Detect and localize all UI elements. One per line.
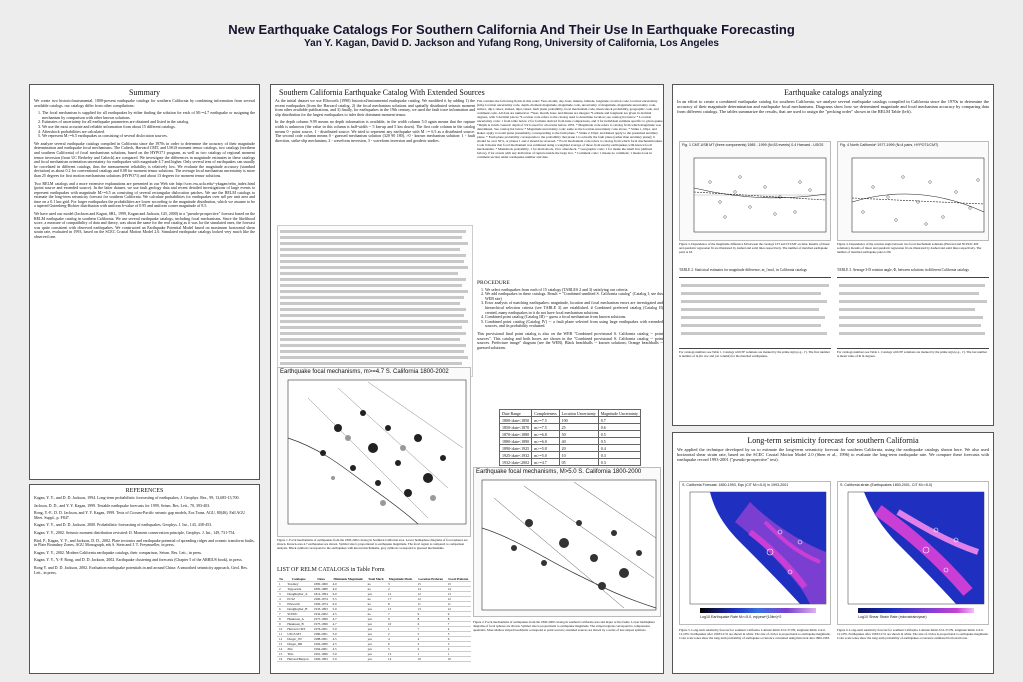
table-cell: 6 (386, 642, 416, 647)
table-cell: 6.0 (331, 602, 366, 607)
table-cell: 9 (386, 617, 416, 622)
table-cell: 3 (277, 592, 285, 597)
table-cell: 0.4 (598, 445, 640, 452)
table-cell: 50 (559, 431, 598, 438)
reference-item: Kagan, Y. Y., and D. D. Jackson, 1994. Long-term probabilistic forecasting of earthquakes, J. Geophys. Res., 99, 13,685-13,700. (34, 495, 240, 500)
table-row (500, 438, 641, 445)
table-cell: 11 (446, 602, 471, 607)
map6-title: S. California strain (Earthquakes 1800-2001, CIT M>=5.0) (840, 483, 933, 487)
table-cell: Harvard CMT (285, 627, 312, 632)
table-cell: yes (366, 632, 386, 637)
catalog-list-table (277, 577, 471, 662)
summary-paragraph: We have used our model (Jackson and Kagan, SRL, 1999, Kagan and Jackson, GJI, 2000) in a "pseudo-prospective" forecast based on the RELM earthquake catalog in southern California. We use several earthquake catalogs, including focal mechanisms. Since the likelihood score, a measure of compatibility of data and theory, was about the same for the real catalog as it was for the simulated ones, the forecast was quite consistent with observed earthquakes. We constructed an Earthquake Potential Model based on maximum horizontal shear strain rate, evaluated in 1993, based on the SCEC Crustal Motion Model 2.0. Simulated earthquake catalogs looked very much like the observed one. (34, 211, 255, 240)
map5-colorbar (700, 608, 816, 613)
catalog-fields: File contains the following fields in this order: Year, month, day, hour, minute, latitude, longitude, location code, location uncertainty (km), location uncertainty code, depth, moment magnitude, magnitude code, uncertainty of magnitude, magnitude uncertainty code, strike1, dip1, rake1, strike2, dip2, rake2, fault plane probability, focal mechanism code, mean shock probability, geographic code, and comment code. All data are numerical. *Year, month, hour, and minute are integers *Latitude and longitude are given in decimal degrees, with 3 decimal places *Location code refers to the catalog used to determine location; see catalog list below * Location uncertainty code: 1 from table below 2 for formula derived from inter-comparisons, and 3 for individual estimate specific to given quake *Depth is in km. Generic depth of 5.9 is used for all events before 1933. * Magnitude code refers to catalog from which magnitude was determined. See catalog list below * Magnitude uncertainty code: same as the location-uncertainty code above. * Strike 1, Dip1, and Rake1 apply to nodal plane presumably corresponding to the fault plane. * Strike 2, Dip2, and Rake2 apply to the presumed auxiliary plane. * Fault plane probability corresponds to the probability that plane 1 is actually the fault plane (rather than auxiliary plane); it should be over 50%, or planes 1 and 2 should be reversed. * Focal mechanism code refers to catalog from which focal mechanism taken. Code 0 means that focal mechanism was estimated using a weighted average of those from nearby earthquakes with known focal mechanisms. * Mainshock probability. 1 for main shock, 0 for aftershock. * Geographic code: 1 for inside the small box (defined below), 0 for events with any indication of rupture inside the large box. * Comment code: 1 means no comment; 1 means look in comment section under earthquake number and date. (477, 99, 663, 159)
table-cell: 1932-2002 (312, 612, 331, 617)
map5-title: S. California Forecast: 1850-1993, Eqs (CIT M>=5.0) in 1993-2001 (682, 483, 789, 487)
forecast-text: We applied the technique developed by us to estimate the long-term seismicity forecast for southern California, using the earthquake catalogs shown here. We also used horizontal shear strain rate, based on the SCEC Crustal Motion Model 2.0 (Shen et al., 1996) to evaluate the long-term earthquake rate. We compare these forecasts with earthquake record 1993-2001 ("pseudo-prospective" test). (677, 447, 989, 462)
table-cell: 6 (446, 637, 471, 642)
table-cell: 16 (277, 657, 285, 662)
table-cell: 4 (277, 597, 285, 602)
table-cell: 8 (386, 602, 416, 607)
table-cell: 12 (416, 597, 446, 602)
catalog-panel (270, 84, 664, 674)
table-cell: 1 (446, 652, 471, 657)
table-cell: 4.5 (331, 612, 366, 617)
table-cell: 4 (386, 637, 416, 642)
fig4-title: Fig. 4 North California* 1977-1999 (N=4 pairs, HYPO71/CMT) (840, 143, 939, 147)
table-cell: 5.0 (331, 657, 366, 662)
table-cell: 12 (416, 592, 446, 597)
table-cell: 6.0 (331, 592, 366, 597)
table-cell: 2 (386, 587, 416, 592)
table-cell: 11 (277, 632, 285, 637)
table-cell: m>=5.0 (532, 452, 559, 459)
table-cell: 14 (446, 587, 471, 592)
table-cell: 2 (386, 632, 416, 637)
table-cell: yes (366, 652, 386, 657)
catalog-paragraph: As the initial dataset we use Ellsworth (1990) historical/instrumental earthquake catalog. We modified it by adding 1) the recent earthquakes (from the Harvard catalog, 2) the focal mechanism solutions and spatially distributed seismic moment from other available publications, and 3) finally, for earthquakes in the 19th century, we used the fault trace information and slip distribution for the largest earthquakes to infer their dominant moment tensor. (275, 98, 475, 117)
table-cell: 3 (386, 582, 416, 587)
table-cell: 5.5 (331, 597, 366, 602)
table-cell: 20 (559, 445, 598, 452)
table-header: No (277, 577, 285, 582)
table-cell: 4.7 (331, 622, 366, 627)
summary-heading: Summary (128, 88, 161, 97)
reference-item: Jackson, D. D., and Y. Y. Kagan, 1999. Testable earthquake forecasts for 1999, Seism. Res. Lett., 70, 393-403. (34, 502, 211, 508)
fig4-graphic (838, 142, 989, 241)
table-header: Dates (312, 577, 331, 582)
table-cell: 1932<date<2002 (500, 459, 532, 466)
table-cell: 10 (446, 657, 471, 662)
table-cell: 0.3 (598, 459, 640, 466)
table-cell: 1933-1993 (312, 607, 331, 612)
table-cell: yes (366, 647, 386, 652)
table-cell: Ellsworth (285, 602, 312, 607)
table-cell: 3 (446, 642, 471, 647)
table-cell: 0.3 (598, 452, 640, 459)
table-row (500, 417, 641, 424)
map1-title: Earthquake focal mechanisms, m>=4.7 S. California 1800-2002 (280, 369, 449, 375)
table-cell: 11 (416, 602, 446, 607)
table-cell: 15 (416, 582, 446, 587)
table-cell: USGS MT (285, 632, 312, 637)
catalog-listing-image (277, 225, 473, 377)
table-cell: 10 (277, 627, 285, 632)
procedure-step: 3. Error analysis of matching earthquakes: magnitude, location and focal mechanism errors are investigated and hierarchical selection criteria (see TABLE 3) are established. # Combined preferred catalog (Catalog II) created, many earthquakes in it do not have focal mechanism solutions. (485, 301, 663, 315)
table-cell: Toppozada (285, 587, 312, 592)
table-cell: 7 (386, 612, 416, 617)
table-cell: yes (366, 642, 386, 647)
table2-title: TABLE 2. Statistical estimates for magnitude difference, m_{mu}, in California catalogs (679, 268, 807, 272)
table-cell: 8 (416, 617, 446, 622)
table-cell: yes (366, 622, 386, 627)
table-cell: 1800-1900 (312, 582, 331, 587)
table-cell: 13 (277, 642, 285, 647)
map6-colorbar (858, 608, 974, 613)
fig3-caption: Figure 3. Dependence of the magnitude difference M between the catalogs CIT and CIT-MT on time. Results of linear and quadratic regression fit are illustrated by dashed and solid lines respectively. The number of matched earthquake pairs is 63. (679, 242, 830, 254)
table-cell: m>=4.7 (532, 459, 559, 466)
map5-scale-label: Log10 Earthquake Rate M>=5.0, eq/year*(10km)^2 (700, 615, 782, 619)
table-cell: 0.5 (598, 438, 640, 445)
references-panel (29, 484, 260, 674)
table-cell: 4.7 (331, 617, 366, 622)
table-cell: no (366, 582, 386, 587)
table-cell: 9 (446, 612, 471, 617)
table-cell: 13 (416, 607, 446, 612)
table-cell: 4 (416, 637, 446, 642)
map6-caption: Figure 6. Long-term seismicity forecast for southern California. Latitude limits 32.0-37.0N, longitude limits 114.0-121.0W. Earthquakes after 1993/12/31 are shown in white. The size of circles is proportional to earthquake magnitude. Color scale tones show the long-term probability of earthquakes occurrence estimated from strain rate. (837, 628, 989, 640)
table-cell: 10 (559, 452, 598, 459)
table-cell: 1 (386, 627, 416, 632)
table-cell: 1880<date<1890 (500, 438, 532, 445)
table-header: Magnitude Mech. (386, 577, 416, 582)
table2-caption: For catalogs numbers see Table 1. Catalogs with EF solutions are marked by the prime sign (e.g., 1'). The first number is number of m (In row and j in column) for the matched earthquakes. (679, 350, 830, 358)
reference-item: Kagan, Y. Y., and D. D. Jackson, 2000. Probabilistic forecasting of earthquakes, Geophys. J. Int., 143, 438-453. (34, 522, 213, 528)
map2-graphic (474, 468, 661, 617)
table-cell: 4.5 (331, 637, 366, 642)
strain-map (837, 481, 989, 625)
reference-item: Kagan, Y. Y., 2002. Seismic moment distribution revisited: II. Moment conservation principle, Geophys. J. Int., 149, 731-754. (34, 529, 236, 535)
summary-item: 3. We use the most accurate and reliable information from about 15 different catalogs. (42, 125, 255, 130)
reference-item: Bird, P., Kagan, Y. Y., and Jackson, D. D., 2002. Plate tectonics and earthquake potential of spreading ridges and oceanic transform faults, in Plate Boundary Zones, AGU Monograph, eds S. Stein and J. T. Freymueller, in press. (34, 537, 255, 548)
magnitude-difference-plot (679, 141, 831, 241)
map5-caption: Figure 5. Long-term seismicity forecast for southern California. Latitude limits 32.0-37.0N, longitude limits 114.0-121.0W. Earthquakes after 1993/12/31 are shown in white. The size of circles is proportional to earthquake magnitude. Color scale tones show the long-term probability of earthquake occurrence calculated using historical data 1800-1993. (679, 628, 831, 640)
procedure-step: 5. Combined point catalog (Catalog IV) -- a fault plane selected from using large earthquakes with extended sources, and its probability evaluated. (485, 320, 663, 329)
table-cell: 0.6 (598, 424, 640, 431)
table-cell: 2 (277, 587, 285, 592)
rotation-angle-plot (837, 141, 989, 241)
table-cell: 1 (277, 582, 285, 587)
reference-item: Rong, Y.-F., D. D. Jackson, and Y. Y. Kagan, 1999. Tests of Circum-Pacific seismic gap models, Eos Trans. AGU, 80(46), Fall AGU Meet. Suppl., p. F847. (34, 510, 246, 520)
catalog-heading: Southern California Earthquake Catalog With Extended Sources (279, 88, 485, 97)
table-cell: yes (366, 637, 386, 642)
table-cell: DougReyher_A (285, 592, 312, 597)
analyzing-panel (672, 84, 994, 426)
table-cell: 1976-2001 (312, 627, 331, 632)
table-cell: 4.0 (331, 582, 366, 587)
reference-item: Rong Y. and D. D. Jackson, 2002. Evaluation earthquake potentials in and around China: A smoothed seismicity approach, Geol. Res. Lett., in press. (34, 564, 248, 575)
table-header: Completeness (532, 410, 559, 417)
table-cell: 1994-2001 (312, 647, 331, 652)
procedure-step: 1. We select earthquakes from each of 15 catalogs (TABLES 2 and 3) satisfying our criteria. (485, 288, 663, 293)
table-cell: m>=5.8 (532, 445, 559, 452)
summary-item: 1. The focal mechanism is supplied for all earthquakes by either finding the solution for each of M>=4.7 earthquake or assigning the mechanism by comparison with other known solutions. (42, 111, 255, 120)
table-row (500, 459, 641, 466)
table-cell: 3 (416, 642, 446, 647)
table-cell: Townley (285, 582, 312, 587)
table2-image (679, 277, 831, 349)
table-cell: 1 (416, 652, 446, 657)
summary-paragraph: We analyze several earthquake catalogs compiled in California since the 1970s in order to determine the accuracy of their magnitude determination and earthquake focal mechanisms. The Caltech, Harvard CMT, and USGS moment tensor catalogs, two catalogs (northern and southern California) of focal mechanisms solutions, based on the HYPO71 program, as well as two catalogs of regional moment tensor inversion (from UC Berkeley and Caltech) are compared. We investigate the differences in magnitude estimates in these catalogs and focal mechanism orientation uncertainty for earthquakes with magnitude 4.7 and higher. Only several tens of earthquakes can usually be correlated in different catalogs, thus the measurement reliability is relatively low. We evaluate the magnitude accuracy (standard deviation) as about 0.2 for conventional catalogs and 0.08 for moment tensor solutions. The average focal mechanism uncertainty is more than 25 degrees for first motion mechanisms solutions (HYPO71) and about 13 degrees for moment tensor solutions. (34, 140, 255, 178)
table-cell: 1925<date<1932 (500, 452, 532, 459)
table-cell: 10 (386, 622, 416, 627)
table-cell: 12 (446, 607, 471, 612)
map2-caption: Figure 2. Focal mechanisms of earthquakes from the 1800-2000 catalog in southern California area and major active faults. Lower hemisphere diagrams of focal spheres are shown. Symbol size is proportional to earthquake magnitude. The striped regions correspond to compression quadrants. Most shallow striped beachballs correspond to point sources; extended sources are shown by a series of less striped symbols. (473, 620, 655, 632)
focal-mechanism-map-2 (473, 467, 661, 617)
table-cell: 1992-2000 (312, 642, 331, 647)
table-header: Location Preferen (416, 577, 446, 582)
table-cell: yes (366, 592, 386, 597)
table-header: Focal Preferen (446, 577, 471, 582)
summary-item: 2. Estimates of uncertainty for all earthquake parameters are obtained and listed in the catalog. (42, 120, 255, 125)
reference-item: Kagan, Y. Y., Y.-F. Rong, and D. D. Jackson, 2002. Earthquake clustering and forecasts (Chapter 5 of the ARRIUS book), in press. (34, 557, 243, 563)
table-header-row (500, 410, 641, 417)
table-cell: yes (366, 617, 386, 622)
fig4-caption: Figure 4. Dependence of the rotation angle between two focal mechanism solutions (Harvard and NCEDC-MT solutions). Results of linear and quadratic regression fit are illustrated by dashed and solid lines respectively. The number of matched earthquake pairs is 89. (837, 242, 982, 254)
table-cell: 10 (416, 657, 446, 662)
table-cell: 2 (446, 647, 471, 652)
table-cell: 5.0 (331, 607, 366, 612)
forecast-map (679, 481, 831, 625)
table-cell: Hauksson_A (285, 617, 312, 622)
summary-list (34, 111, 255, 139)
summary-paragraph: Two RELM catalogs and a more extensive explanations are presented in our Web site http://scec.ess.ucla.edu/~ykagan/relm_index.html (point source and extended source). In the latter dataset, we use fault geology data and recent detailed investigations of large events to represent earthquakes with magnitude M>=6.5 as consisting of several rectangular dislocation patches. We use the RELM catalogs to estimate the long-term seismicity forecast for southern California. We calculate probabilities for earthquakes over m0 per unit area and time on a 0.1 km grid. For larger earthquakes the probabilities are lower according to the magnitude distribution, which we assume to be a tapered Gutenberg-Richter distribution with uniform b-value of 0.95 and uniform corner magnitude of 8.5. (34, 180, 255, 209)
map6-scale-label: Log10 Shear Strain Rate (microstrain/year) (858, 615, 927, 619)
table-cell: 1870<date<1880 (500, 431, 532, 438)
table-header: Total Mech (366, 577, 386, 582)
table-cell: 1850<date<1870 (500, 424, 532, 431)
table-cell: 05 (559, 459, 598, 466)
table-row (500, 445, 641, 452)
poster-title: New Earthquake Catalogs For Southern California And Their Use In Earthquake Forecasting (228, 22, 795, 37)
table-cell: no (366, 612, 386, 617)
analyzing-text: In an effort to create a combined earthquake catalog for southern California, we analyze several earthquake catalogs compiled in California since the 1970s to determine the accuracy of their magnitude determination and earthquake focal mechanisms. Diagrams show how we determined magnitude and focal mechanism accuracy by comparing data from different catalogs. The tables summarize the results, that are used to assign the "pecking order" shown in the RELM Table (left). (677, 99, 989, 114)
table-cell: SCEDC (285, 612, 312, 617)
table-cell: 6 (277, 607, 285, 612)
table-cell: 12 (446, 597, 471, 602)
table-cell: Thio (285, 652, 312, 657)
table-cell: 14 (416, 587, 446, 592)
table-row (500, 424, 641, 431)
table-cell: 4.0 (331, 587, 366, 592)
procedure-step: 2. We add earthquakes in these catalogs. Result = "Combined unedited S. California catalog" (Catalog I, see this WEB site) (485, 292, 663, 301)
table-row (500, 431, 641, 438)
table-cell: m>=7.5 (532, 424, 559, 431)
summary-text (30, 99, 259, 240)
fig3-title: Fig. 1 CMT-USB MT (three components) 1985 - 1999 (N=53 events) 0.4 Harvard - USGS (682, 143, 824, 147)
table-cell: DougReyher_B (285, 607, 312, 612)
table-header: Date Range (500, 410, 532, 417)
table-cell: 15 (446, 582, 471, 587)
table-cell: m>=6.8 (532, 431, 559, 438)
table-cell: no (366, 597, 386, 602)
table3-caption: For catalogs numbers see Table 1. Catalogs with EF solutions are marked by the prime sign (e.g., 1'). The last number is mean value of Φ in degrees. (837, 350, 988, 358)
table-cell: 4.5 (331, 642, 366, 647)
table-cell: ECSZ (285, 597, 312, 602)
table-row (277, 657, 471, 662)
table3-title: TABLE 3. Average 3-D rotation angle, Φ, between solutions in different California catalogs (837, 268, 969, 272)
table-cell: 1890<date<1925 (500, 445, 532, 452)
table-cell: 1800<date<1850 (500, 417, 532, 424)
table-cell: Hauksson_B (285, 622, 312, 627)
table-cell: Zhu (285, 647, 312, 652)
table-cell: 12 (386, 592, 416, 597)
table-cell: no (366, 602, 386, 607)
table-cell: 100 (559, 417, 598, 424)
table-cell: 25 (559, 424, 598, 431)
table-cell: 14 (386, 657, 416, 662)
table-cell: Harvard/Benyon (285, 657, 312, 662)
reference-item: Kagan, Y. Y., 2002. Modern California earthquake catalogs, their comparison, Seism. Res. Lett., in press. (34, 549, 202, 555)
table-cell: 7 (277, 612, 285, 617)
table-cell: 1900-1974 (312, 597, 331, 602)
summary-item: 4. Aftershock probabilities are calculated. (42, 130, 255, 135)
procedure-heading: PROCEDURE (477, 280, 510, 286)
table-cell: 1991-1999 (312, 652, 331, 657)
table-cell: 1980-2001 (312, 632, 331, 637)
table-cell: 14 (277, 647, 285, 652)
table-cell: yes (366, 627, 386, 632)
poster-authors: Yan Y. Kagan, David D. Jackson and Yufang Rong, University of California, Los Angeles (304, 38, 719, 49)
focal-mechanism-map-1 (277, 367, 471, 537)
procedure-section (473, 281, 664, 353)
map2-title: Earthquake focal mechanisms, M>5.0 S. California 1800-2000 (476, 469, 642, 475)
table-cell: 7 (416, 627, 446, 632)
table-cell: 5.0 (331, 627, 366, 632)
table-cell: 17 (386, 597, 416, 602)
table3-image (837, 277, 989, 349)
table-cell: 5 (446, 632, 471, 637)
table-header: Magnitude Uncertainty (598, 410, 640, 417)
table-cell: 1960-1993 (312, 657, 331, 662)
table-cell: 7 (446, 622, 471, 627)
table-cell: 1800-1980 (312, 587, 331, 592)
table-cell: m>=6.0 (532, 438, 559, 445)
table-cell: yes (366, 657, 386, 662)
table-header: Catalogue (285, 577, 312, 582)
table-cell: 2 (416, 647, 446, 652)
table-cell: 1988-2001 (312, 637, 331, 642)
summary-intro: We create two historic/instrumental, 1800-present earthquake catalogs for southern California by combining information from several available catalogs. our catalogs differ from other compilations: (34, 98, 255, 108)
table-cell: 5.0 (331, 632, 366, 637)
table-cell: 0.7 (598, 417, 640, 424)
map1-graphic (278, 368, 471, 537)
table-header: Location Uncertainty (559, 410, 598, 417)
catalog-paragraph: In the depth column 9.99 means no depth information is available, in the width column 5.0 again means that the rupture width is unknown (the value in this column is half-width -- 5 km-up and 5 km down). The first code column in the catalog means 0 - point source, 1 - distributed source. We tried to represent any earthquake with M >= 6.5 as a distributed source. The second code column means 0 - guessed mechanism solution (320 90 180), >0 - known mechanism solution: 1 - fault direction, strike-slip mechanism, 2 - waveform inversion, 3 - waveform inversion and geodetic studies. (275, 119, 475, 143)
references-list (30, 496, 259, 575)
map1-caption: Figure 1. Focal mechanisms of earthquakes from the 1800-2002 catalog in Southern California area. Lower hemisphere diagrams of focal spheres are shown. Known-area 4.7 earthquakes are shown. Symbol size is proportional to earthquake magnitude. The focal region is compared to comparison analysis. Black symbols correspond to the earthquakes with known mechanisms, grey symbols correspond to guessed mechanisms. (277, 538, 468, 550)
procedure-tail: This provisional final point catalog is also on the WEB "Combined provisional S. California catalog -- point sources". This catalog and both boxes are shown in the "Combined provisional S. California catalog -- point sources. Prefecture image" diagram (see the WEB). Black beachballs -- known solutions; Orange beachballs -- guessed solutions. (477, 330, 663, 350)
procedure-step: 4. Combined point catalog (Catalog III) -- guess a focal mechanism from known solutions. (485, 315, 663, 320)
summary-panel (29, 84, 260, 480)
map5-graphic (680, 482, 831, 625)
table-cell: 6 (416, 622, 446, 627)
fig3-graphic (680, 142, 831, 241)
forecast-panel (672, 432, 994, 674)
table-cell: 12 (277, 637, 285, 642)
table-cell: m>=7.5 (532, 417, 559, 424)
table-header: Minimum Magnitude (331, 577, 366, 582)
catalog-list-heading: LIST OF RELM CATALOGS in Table Form (277, 567, 385, 573)
references-heading: REFERENCES (125, 488, 164, 494)
table-cell: 13 (446, 592, 471, 597)
table-cell: 15 (386, 607, 416, 612)
summary-item: 5. We represent M>=6.5 earthquakes as consisting of several dislocation sources. (42, 134, 255, 139)
table-cell: no (366, 587, 386, 592)
table-cell: 1900-1974 (312, 602, 331, 607)
table-cell: 1975-1999 (312, 622, 331, 627)
forecast-heading: Long-term seismicity forecast for southern California (747, 436, 919, 445)
table-cell: Dreger_DR (285, 642, 312, 647)
table-cell: 1812-1994 (312, 592, 331, 597)
table-cell: 5 (277, 602, 285, 607)
table-cell: 8 (446, 617, 471, 622)
table-row (500, 452, 641, 459)
completeness-table (499, 409, 641, 466)
table-cell: 5.0 (331, 652, 366, 657)
table-cell: 0.5 (598, 431, 640, 438)
table-cell: 15 (277, 652, 285, 657)
table-cell: 9 (277, 622, 285, 627)
table-cell: yes (366, 607, 386, 612)
table-cell: 4 (446, 627, 471, 632)
table-cell: 5 (416, 632, 446, 637)
table-cell: 9 (416, 612, 446, 617)
table-cell: 5 (386, 647, 416, 652)
table-cell: 40 (559, 438, 598, 445)
table-cell: Dreger_JW (285, 637, 312, 642)
procedure-list (477, 288, 663, 329)
table-cell: 8 (277, 617, 285, 622)
map6-graphic (838, 482, 989, 625)
table-cell: 4.5 (331, 647, 366, 652)
analyzing-heading: Earthquake catalogs analyzing (784, 88, 882, 97)
catalog-intro (271, 99, 479, 146)
table-cell: 13 (386, 652, 416, 657)
table-cell: 1975-1999 (312, 617, 331, 622)
